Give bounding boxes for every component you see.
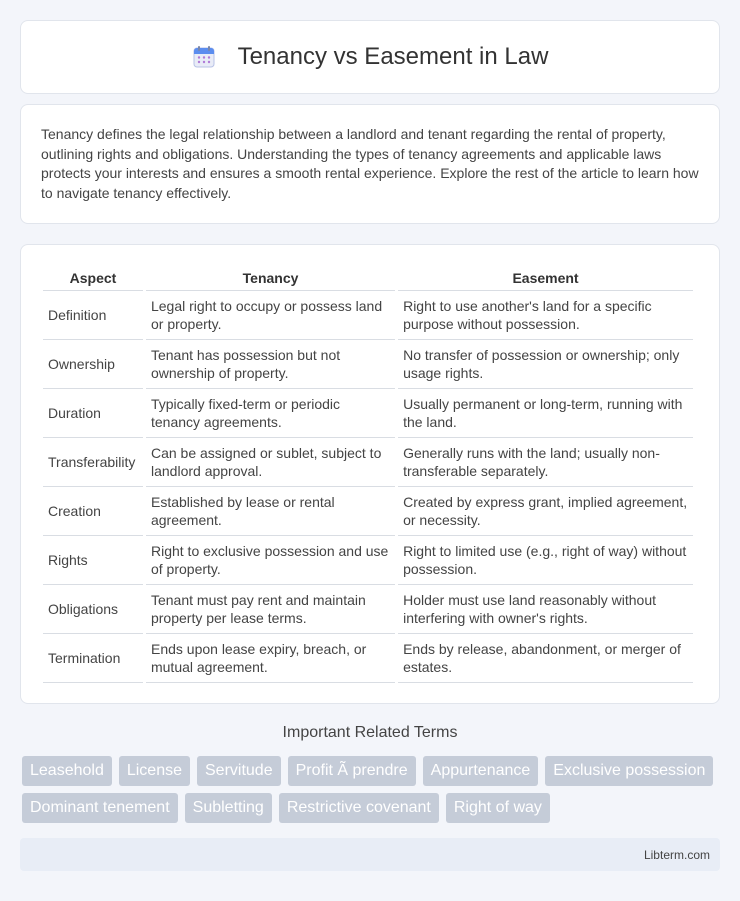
easement-cell: Created by express grant, implied agreement, or necessity. — [398, 487, 693, 536]
aspect-cell: Creation — [43, 487, 143, 536]
table-row — [43, 634, 693, 683]
title-wrap — [192, 43, 549, 71]
header-card — [20, 20, 720, 94]
aspect-cell: Termination — [43, 634, 143, 683]
easement-cell: No transfer of possession or ownership; only usage rights. — [398, 340, 693, 389]
table-row — [43, 389, 693, 438]
aspect-cell: Definition — [43, 291, 143, 340]
tag-exclusive-possession[interactable]: Exclusive possession — [545, 756, 713, 786]
tag-profit-a-prendre[interactable]: Profit Ã prendre — [288, 756, 416, 786]
tag-restrictive-covenant[interactable]: Restrictive covenant — [279, 793, 439, 823]
comparison-table-card — [20, 244, 720, 704]
tag-leasehold[interactable]: Leasehold — [22, 756, 112, 786]
tenancy-cell: Tenant has possession but not ownership of property. — [146, 340, 395, 389]
tag-right-of-way[interactable]: Right of way — [446, 793, 550, 823]
intro-card — [20, 104, 720, 224]
table-row — [43, 585, 693, 634]
tenancy-cell: Right to exclusive possession and use of property. — [146, 536, 395, 585]
tag-appurtenance[interactable]: Appurtenance — [423, 756, 539, 786]
tag-license[interactable]: License — [119, 756, 190, 786]
aspect-cell: Transferability — [43, 438, 143, 487]
aspect-cell: Ownership — [43, 340, 143, 389]
easement-cell: Right to use another's land for a specific purpose without possession. — [398, 291, 693, 340]
header-tenancy: Tenancy — [146, 265, 395, 291]
easement-cell: Ends by release, abandonment, or merger of estates. — [398, 634, 693, 683]
tag-dominant-tenement[interactable]: Dominant tenement — [22, 793, 178, 823]
tenancy-cell: Typically fixed-term or periodic tenancy agreements. — [146, 389, 395, 438]
tenancy-cell: Established by lease or rental agreement. — [146, 487, 395, 536]
footer-site-link[interactable]: Libterm.com — [643, 847, 710, 862]
related-terms-list — [22, 756, 722, 823]
table-row — [43, 340, 693, 389]
table-row — [43, 487, 693, 536]
header-easement: Easement — [398, 265, 693, 291]
easement-cell: Holder must use land reasonably without interfering with owner's rights. — [398, 585, 693, 634]
calendar-icon — [192, 45, 216, 69]
easement-cell: Generally runs with the land; usually non-transferable separately. — [398, 438, 693, 487]
easement-cell: Right to limited use (e.g., right of way) without possession. — [398, 536, 693, 585]
aspect-cell: Rights — [43, 536, 143, 585]
tenancy-cell: Tenant must pay rent and maintain property per lease terms. — [146, 585, 395, 634]
comparison-table — [40, 265, 696, 683]
tag-subletting[interactable]: Subletting — [185, 793, 272, 823]
table-row — [43, 291, 693, 340]
page-title: Tenancy vs Easement in Law — [237, 43, 549, 70]
aspect-cell: Obligations — [43, 585, 143, 634]
easement-cell: Usually permanent or long-term, running with the land. — [398, 389, 693, 438]
table-header-row — [43, 265, 693, 291]
table-row — [43, 536, 693, 585]
tenancy-cell: Legal right to occupy or possess land or property. — [146, 291, 395, 340]
footer — [20, 838, 720, 871]
header-aspect: Aspect — [43, 265, 143, 291]
tag-servitude[interactable]: Servitude — [197, 756, 281, 786]
tenancy-cell: Ends upon lease expiry, breach, or mutual agreement. — [146, 634, 395, 683]
table-row — [43, 438, 693, 487]
intro-text: Tenancy defines the legal relationship between a landlord and tenant regarding the rental of property, outlining rights and obligations. Understanding the types of tenancy agreements and applicable laws protects your interests and ensures a smooth rental experience. Explore the rest of the article to learn how to navigate tenancy effectively. — [41, 126, 699, 201]
aspect-cell: Duration — [43, 389, 143, 438]
related-terms-title: Important Related Terms — [282, 724, 458, 741]
tenancy-cell: Can be assigned or sublet, subject to landlord approval. — [146, 438, 395, 487]
